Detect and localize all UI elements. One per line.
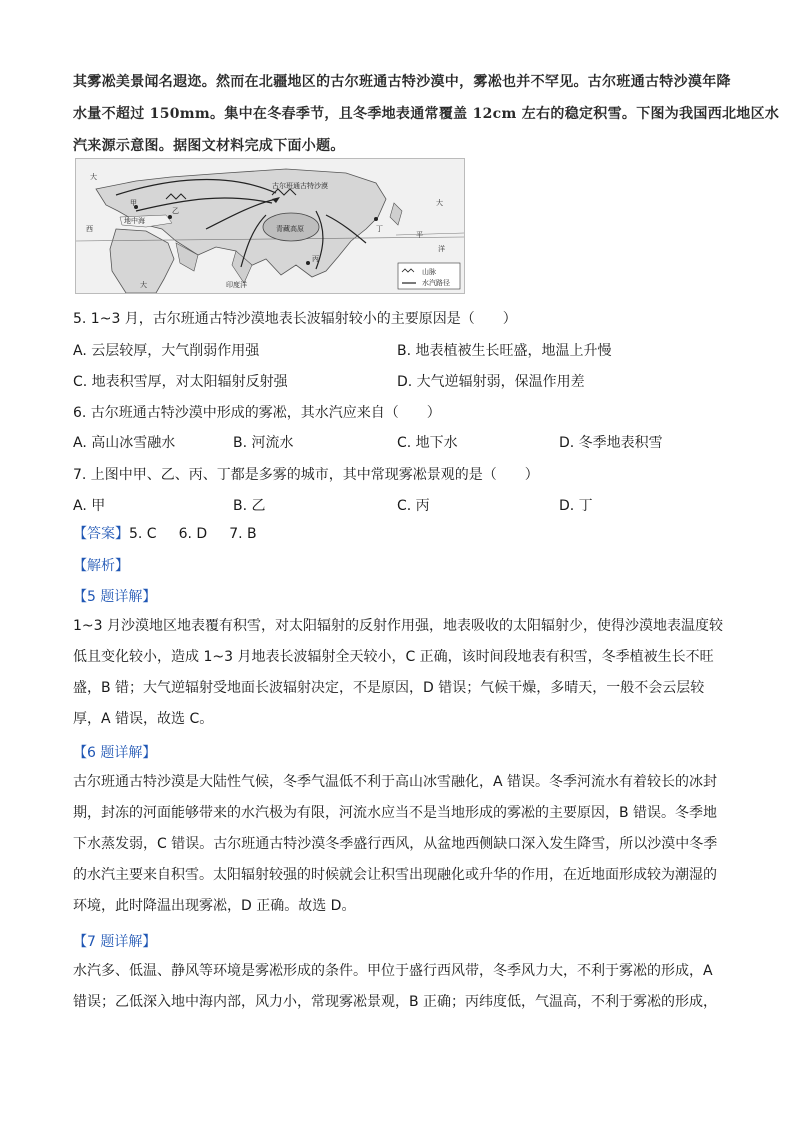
- intro-line: 汽来源示意图。据图文材料完成下面小题。: [73, 138, 345, 154]
- intro-line: 水量不超过 150mm。集中在冬春季节，且冬季地表通常覆盖 12cm 左右的稳定积雪。下图为我国西北地区水: [73, 106, 780, 122]
- intro-paragraph: [73, 66, 780, 162]
- answer-line: [73, 523, 257, 543]
- map-label-jia: 甲: [130, 199, 137, 207]
- question-7-option-c: C. 丙: [397, 498, 430, 514]
- question-5-option-b: B. 地表植被生长旺盛，地温上升慢: [397, 343, 612, 359]
- detail-line: 环境，此时降温出现雾凇，D 正确。故选 D。: [73, 898, 356, 914]
- detail-line: 下水蒸发弱，C 错误。古尔班通古特沙漠冬季盛行西风，从盆地西侧缺口深入发生降雪，所以沙漠中冬季: [73, 836, 718, 852]
- detail-line: 的水汽主要来自积雪。太阳辐射较强的时候就会让积雪出现融化或升华的作用，在近地面形成较为潮湿的: [73, 867, 717, 883]
- analysis-label: 【解析】: [73, 558, 129, 574]
- answer-item: 7. B: [229, 526, 257, 542]
- detail-line: 1~3 月沙漠地区地表覆有积雪，对太阳辐射的反射作用强，地表吸收的太阳辐射少，使得沙漠地表温度较: [73, 618, 723, 634]
- question-7-option-b: B. 乙: [233, 498, 266, 514]
- detail-7-title: 【7 题详解】: [73, 934, 157, 950]
- question-6-option-d: D. 冬季地表积雪: [559, 435, 663, 451]
- water-vapor-source-map: [75, 158, 465, 294]
- question-6-option-c: C. 地下水: [397, 435, 458, 451]
- map-label-desert: 古尔班通古特沙漠: [272, 182, 328, 190]
- map-label-sea: 地中海: [124, 217, 145, 225]
- map-label-ding: 丁: [376, 225, 383, 233]
- question-6-stem: 6. 古尔班通古特沙漠中形成的雾凇，其水汽应来自（ ）: [73, 405, 441, 421]
- detail-6-body: [73, 767, 725, 922]
- map-svg: [76, 159, 464, 293]
- detail-7-body: [73, 956, 725, 1018]
- map-label-da2: 大: [436, 199, 443, 207]
- map-label-indian-ocean: 印度洋: [226, 281, 247, 289]
- question-5-option-d: D. 大气逆辐射弱，保温作用差: [397, 374, 585, 390]
- answer-label: 【答案】: [73, 526, 129, 542]
- detail-line: 错误；乙低深入地中海内部，风力小，常现雾凇景观，B 正确；丙纬度低，气温高，不利于雾凇的形成，: [73, 994, 718, 1010]
- question-5-option-a: A. 云层较厚，大气削弱作用强: [73, 343, 260, 359]
- detail-5-title: 【5 题详解】: [73, 589, 157, 605]
- map-label-plateau: 青藏高原: [276, 225, 304, 233]
- legend-vapor-path: 水汽路径: [422, 279, 450, 287]
- map-label-da1: 大: [90, 173, 97, 181]
- detail-5-body: [73, 611, 725, 735]
- map-label-xi: 西: [86, 225, 93, 233]
- question-7-option-d: D. 丁: [559, 498, 593, 514]
- detail-line: 古尔班通古特沙漠是大陆性气候，冬季气温低不利于高山冰雪融化，A 错误。冬季河流水有着较长的冰封: [73, 774, 718, 790]
- question-7-option-a: A. 甲: [73, 498, 106, 514]
- detail-line: 水汽多、低温、静风等环境是雾凇形成的条件。甲位于盛行西风带，冬季风力大，不利于雾凇的形成，A: [73, 963, 713, 979]
- map-label-bing: 丙: [312, 255, 319, 263]
- map-label-ping: 平: [416, 231, 423, 239]
- question-5-stem: 5. 1~3 月，古尔班通古特沙漠地表长波辐射较小的主要原因是（ ）: [73, 311, 517, 327]
- detail-line: 盛，B 错；大气逆辐射受地面长波辐射决定，不是原因，D 错误；气候干燥，多晴天，一般不会云层较: [73, 680, 705, 696]
- question-6-option-b: B. 河流水: [233, 435, 294, 451]
- question-5-option-c: C. 地表积雪厚，对太阳辐射反射强: [73, 374, 288, 390]
- intro-line: 其雾凇美景闻名遐迩。然而在北疆地区的古尔班通古特沙漠中，雾凇也并不罕见。古尔班通古特沙漠年降: [73, 74, 731, 90]
- answer-item: 5. C: [129, 526, 157, 542]
- detail-line: 低且变化较小，造成 1~3 月地表长波辐射全天较小，C 正确，该时间段地表有积雪，冬季植被生长不旺: [73, 649, 714, 665]
- detail-line: 期，封冻的河面能够带来的水汽极为有限，河流水应当不是当地形成的雾凇的主要原因，B 错误。冬季地: [73, 805, 718, 821]
- question-7-stem: 7. 上图中甲、乙、丙、丁都是多雾的城市，其中常现雾凇景观的是（ ）: [73, 467, 539, 483]
- map-label-da3: 大: [140, 281, 147, 289]
- detail-6-title: 【6 题详解】: [73, 745, 157, 761]
- question-6-option-a: A. 高山冰雪融水: [73, 435, 176, 451]
- map-label-yi: 乙: [172, 207, 179, 215]
- detail-line: 厚，A 错误，故选 C。: [73, 711, 214, 727]
- map-label-yang: 洋: [438, 245, 445, 253]
- legend-mountain: 山脉: [422, 268, 436, 276]
- answer-item: 6. D: [178, 526, 208, 542]
